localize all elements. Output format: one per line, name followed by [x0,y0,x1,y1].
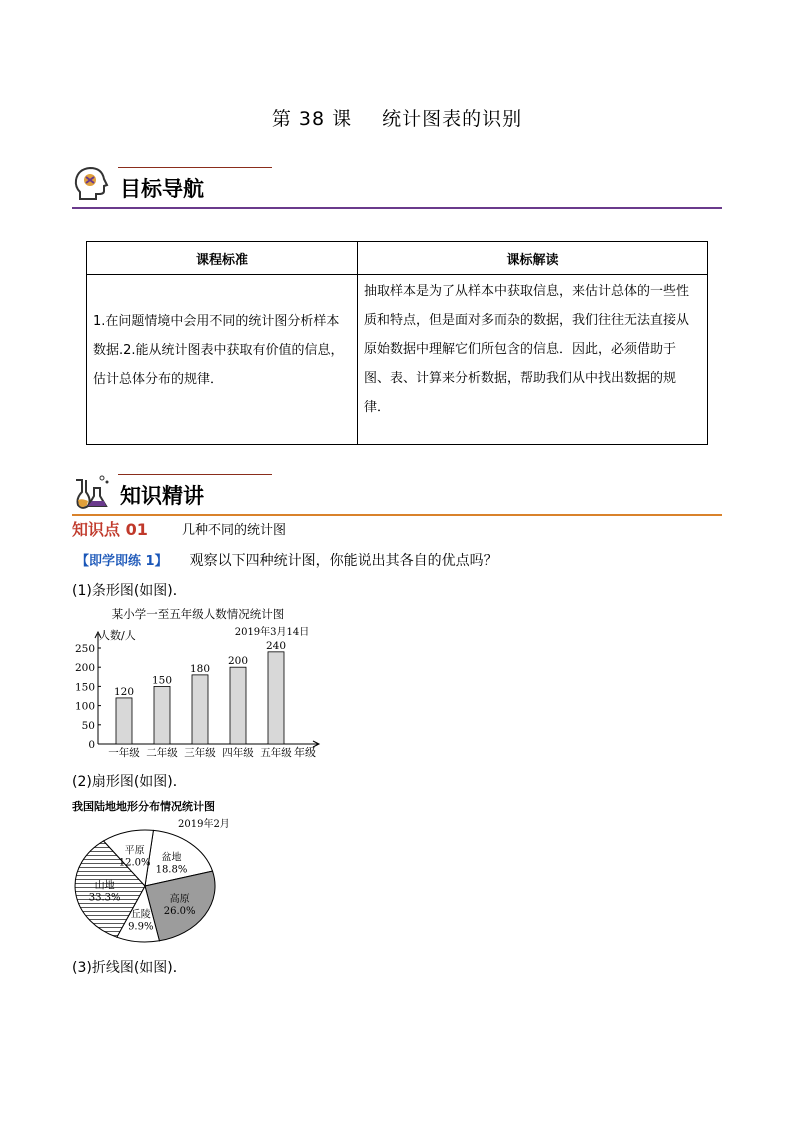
y-axis-label: 人数/人 [99,629,136,642]
standard-text: 1.在问题情境中会用不同的统计图分析样本数据.2.能从统计图表中获取有价值的信息，估计总体分布的规律． [93,314,344,387]
section-header-goals [72,165,722,209]
data-label: 150 [151,674,173,687]
y-tick-label: 50 [81,719,95,732]
bar [268,652,284,744]
bar-chart [72,604,332,762]
table-cell-standard [87,275,358,445]
x-tick-label: 二年级 [146,747,178,759]
data-label: 180 [189,662,211,675]
page-title [0,104,794,131]
pie-chart [70,798,230,948]
practice-text: 观察以下四种统计图，你能说出其各自的优点吗？ [189,553,498,569]
bar [116,698,132,744]
slice-label: 高原 [169,893,190,905]
section-header-knowledge [72,472,722,516]
table-row [87,275,708,445]
table-cell-interpretation: 抽取样本是为了从样本中获取信息，来估计总体的一些性质和特点，但是面对多而杂的数据，我们往往无法直接从原始数据中理解它们所包含的信息．因此，必须借助于图、表、计算来分析数据，帮助我们从中找出数据的规律． [358,275,708,445]
lesson-number: 第 38 课 [271,108,353,130]
x-tick-label: 五年级 [260,747,292,759]
slice-label: 山地 [94,880,115,892]
bar [230,667,246,744]
slice-percent: 33.3% [88,892,121,904]
data-label: 240 [265,639,287,652]
chart-subtitle: 2019年3月14日 [234,627,310,638]
knowledge-point-title: 知识点 01 [72,520,148,539]
y-tick-label: 0 [88,739,95,751]
y-tick-label: 200 [74,662,95,675]
x-tick-label: 一年级 [108,747,140,759]
practice-tag: 【即学即练 1】 [76,554,168,569]
bar [192,675,208,744]
flask-icon [72,472,112,512]
slice-label: 平原 [124,845,145,857]
item-line-chart: (3)折线图(如图)． [72,960,187,976]
table-header: 课标解读 [358,242,708,275]
chart-title: 我国陆地地形分布情况统计图 [72,800,215,813]
slice-percent: 18.8% [155,864,188,876]
y-tick-label: 150 [74,681,95,694]
y-tick-label: 100 [74,700,95,713]
chart-title: 某小学一至五年级人数情况统计图 [111,607,285,621]
table-header: 课程标准 [87,242,358,275]
head-brain-icon [72,165,112,205]
slice-label: 盆地 [161,852,182,864]
bar [154,686,170,744]
curriculum-standards-table [86,241,708,445]
x-tick-label: 三年级 [184,747,216,759]
y-tick-label: 250 [74,643,95,655]
slice-percent: 12.0% [118,857,151,869]
slice-label: 丘陵 [130,909,151,921]
item-bar-chart: (1)条形图(如图)． [72,583,187,599]
item-pie-chart: (2)扇形图(如图)． [72,774,187,790]
data-label: 120 [113,685,135,698]
practice-question [76,550,498,570]
lesson-name: 统计图表的识别 [382,108,523,130]
slice-percent: 26.0% [163,905,196,917]
table-header-row [87,242,708,275]
x-tick-label: 四年级 [222,747,254,759]
section-title-knowledge: 知识精讲 [120,484,204,508]
data-label: 200 [227,655,249,668]
knowledge-point-name: 几种不同的统计图 [182,523,287,538]
chart-subtitle: 2019年2月 [178,819,230,830]
x-axis-label: 年级 [294,746,316,759]
section-title-goals: 目标导航 [120,177,204,201]
slice-percent: 9.9% [128,921,154,933]
